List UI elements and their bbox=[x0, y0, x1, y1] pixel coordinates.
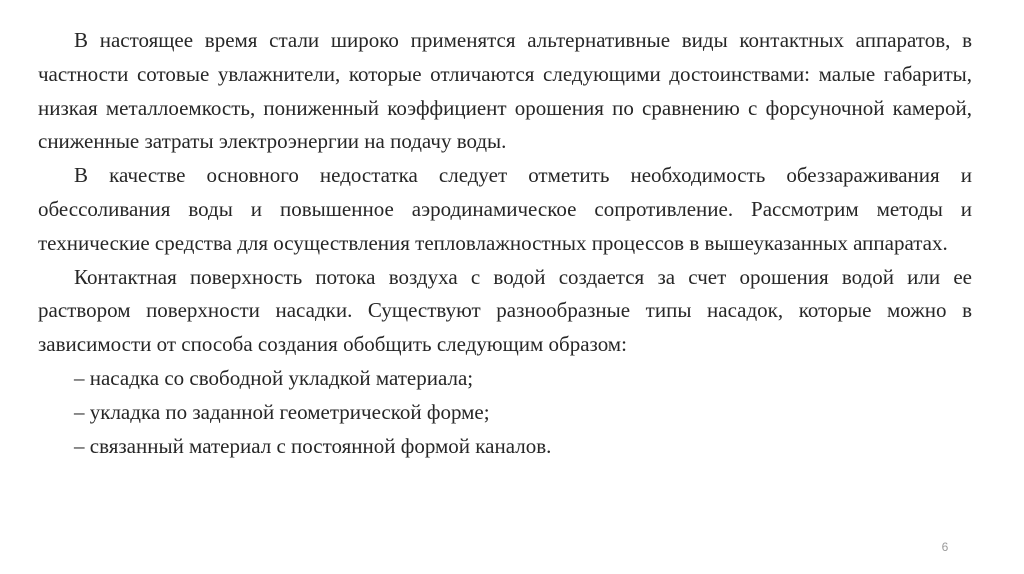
paragraph-1: В настоящее время стали широко применятся альтернативные виды контактных аппаратов, в частности сотовые увлажнители, которые отличаются следующими достоинствами: малые габариты, низкая металлоемкость, пониженный коэффициент орошения по сравнению с форсуночной камерой, сниженные затраты электроэнергии на подачу воды. bbox=[38, 28, 972, 154]
paragraph-3: Контактная поверхность потока воздуха с водой создается за счет орошения водой или ее раствором поверхности насадки. Существуют разнообразные типы насадок, которые можно в зависимости от способа создания обобщить следующим образом: bbox=[38, 264, 972, 357]
slide-content bbox=[38, 24, 972, 463]
list-item-3: – связанный материал с постоянной формой каналов. bbox=[74, 433, 552, 458]
paragraph-2: В качестве основного недостатка следует отметить необходимость обеззараживания и обессоливания воды и повышенное аэродинамическое сопротивление. Рассмотрим методы и технические средства для осуществления тепловлажностных процессов в вышеуказанных аппаратах. bbox=[38, 163, 972, 255]
page-number: 6 bbox=[941, 540, 949, 554]
list-item-2: – укладка по заданной геометрической форме; bbox=[74, 399, 490, 424]
list-item-1: – насадка со свободной укладкой материала; bbox=[74, 365, 474, 390]
